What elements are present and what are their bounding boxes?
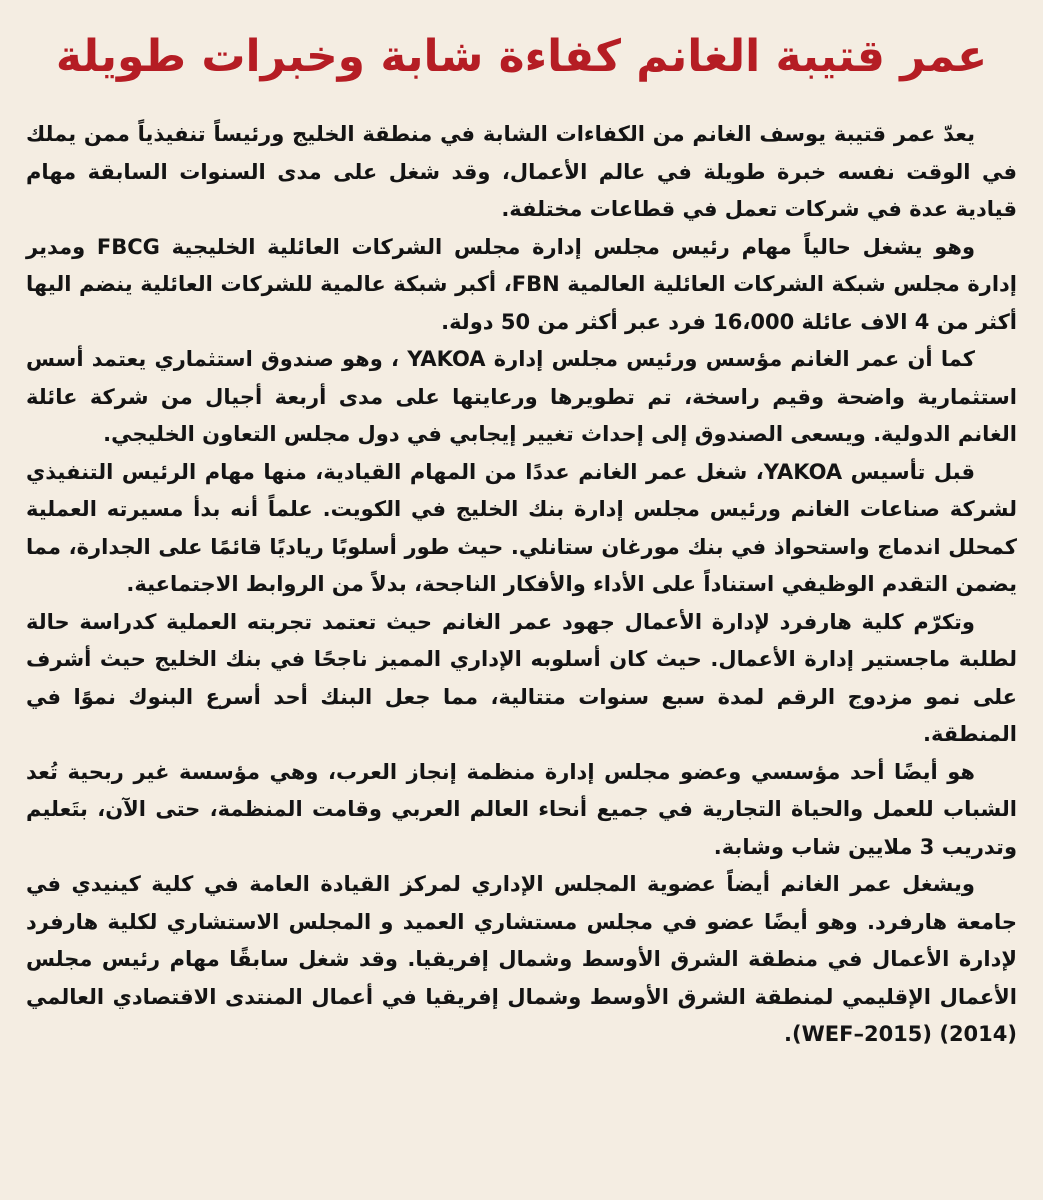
article-title: عمر قتيبة الغانم كفاءة شابة وخبرات طويلة [55, 31, 988, 82]
article-paragraph: وهو يشغل حالياً مهام رئيس مجلس إدارة مجلس الشركات العائلية الخليجية FBCG ومدير إدارة مجلس شبكة الشركات العائلية العالمية FBN، أكبر شبكة عالمية للشركات العائلية ينضم اليها أكثر من 4 الاف عائلة 16،000 فرد عبر أكثر من 50 دولة. [26, 234, 1017, 334]
article-paragraph: قبل تأسيس YAKOA، شغل عمر الغانم عددًا من المهام القيادية، منها مهام الرئيس التنفيذي لشركة صناعات الغانم ورئيس مجلس إدارة بنك الخليج في الكويت. علماً أنه بدأ مسيرته العملية كمحلل اندماج واستحواذ في بنك مورغان ستانلي. حيث طور أسلوبًا رياديًا قائمًا على الجدارة، مما يضمن التقدم الوظيفي استناداً على الأداء والأفكار الناجحة، بدلاً من الروابط الاجتماعية. [26, 459, 1017, 596]
article-paragraph: يعدّ عمر قتيبة يوسف الغانم من الكفاءات الشابة في منطقة الخليج ورئيساً تنفيذياً ممن يملك في الوقت نفسه خبرة طويلة في عالم الأعمال، وقد شغل على مدى السنوات السابقة مهام قيادية عدة في شركات تعمل في قطاعات مختلفة. [26, 122, 1017, 221]
article-paragraph: ويشغل عمر الغانم أيضاً عضوية المجلس الإداري لمركز القيادة العامة في كلية كينيدي في جامعة هارفرد. وهو أيضًا عضو في مجلس مستشاري العميد و المجلس الاستشاري لكلية هارفرد لإدارة الأعمال في منطقة الشرق الأوسط وشمال إفريقيا. وقد شغل سابقًا مهام رئيس مجلس الأعمال الإقليمي لمنطقة الشرق الأوسط وشمال إفريقيا في أعمال المنتدى الاقتصادي العالمي (2014) (WEF–2015). [26, 872, 1017, 1046]
article-paragraph: كما أن عمر الغانم مؤسس ورئيس مجلس إدارة YAKOA ، وهو صندوق استثماري يعتمد أسس استثمارية واضحة وقيم راسخة، تم تطويرها ورعايتها على مدى أربعة أجيال من شركة عائلة الغانم الدولية. ويسعى الصندوق إلى إحداث تغيير إيجابي في دول مجلس التعاون الخليجي. [26, 347, 1017, 446]
article-body [26, 116, 1017, 1054]
article-paragraph: هو أيضًا أحد مؤسسي وعضو مجلس إدارة منظمة إنجاز العرب، وهي مؤسسة غير ربحية تُعد الشباب للعمل والحياة التجارية في جميع أنحاء العالم العربي وقامت المنظمة، حتى الآن، بتَعليم وتدريب 3 ملايين شاب وشابة. [26, 759, 1017, 859]
article-paragraph: وتكرّم كلية هارفرد لإدارة الأعمال جهود عمر الغانم حيث تعتمد تجربته العملية كدراسة حالة لطلبة ماجستير إدارة الأعمال. حيث كان أسلوبه الإداري المميز ناجحًا في بنك الخليج حيث أشرف على نمو مزدوج الرقم لمدة سبع سنوات متتالية، مما جعل البنك أحد أسرع البنوك نموًا في المنطقة. [26, 609, 1017, 746]
